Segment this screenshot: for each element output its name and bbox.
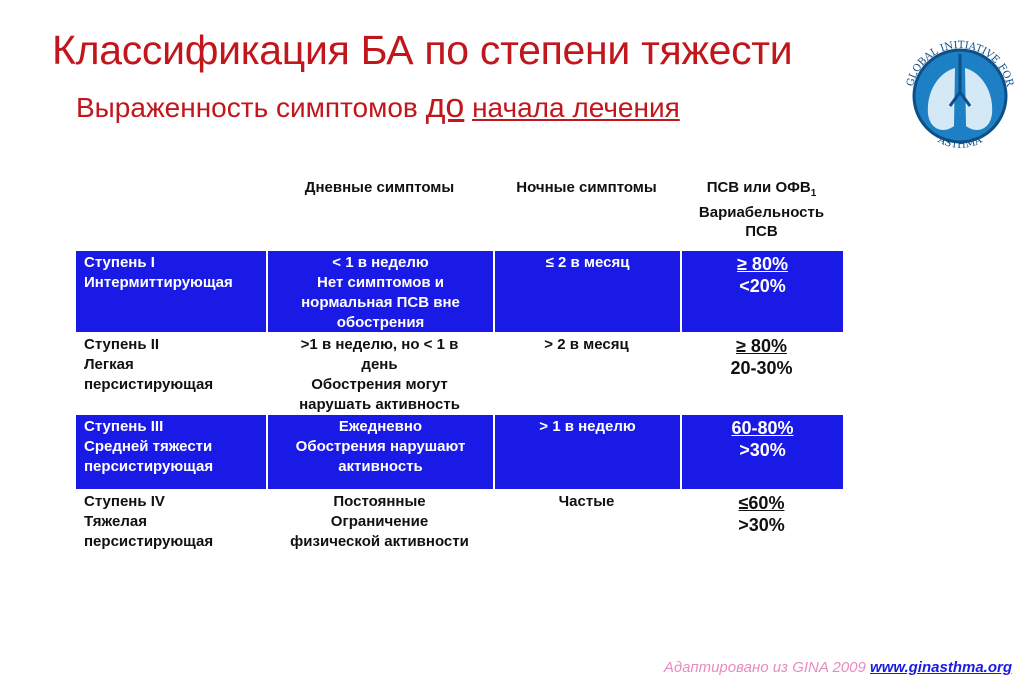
table-row [76,415,843,489]
stage-name: Ступень IV [84,493,165,510]
pef-value: ≥ 80% [737,254,788,274]
day-line: Обострения могут [311,376,448,393]
table-row [76,490,843,556]
day-line: >1 в неделю, но < 1 в [300,336,459,353]
day-line: нормальная ПСВ вне [301,294,460,311]
day-line: < 1 в неделю [332,254,429,271]
stage-type: персистирующая [84,533,214,550]
stage-cell [76,333,266,413]
page-title: Классификация БА по степени тяжести [52,27,793,73]
variability-value: 20-30% [730,358,793,378]
col-header-night: Ночные симптомы [516,179,657,196]
variability-value: >30% [739,440,786,460]
night-symptoms-cell [493,490,680,556]
day-line: активность [338,458,423,475]
day-line: Ограничение [330,513,429,530]
pef-header-line2: Вариабельность [698,204,825,221]
pef-cell [680,251,843,332]
stage-cell [76,251,266,332]
logo-text-top: GLOBAL INITIATIVE FOR [904,39,1015,88]
night-value: > 2 в месяц [544,336,629,353]
logo-text-bottom: ASTHMA [936,134,984,151]
day-line: Постоянные [333,493,426,510]
night-symptoms-cell [493,333,680,413]
day-line: обострения [336,314,425,331]
stage-name: Ступень I [84,254,155,271]
day-line: физической активности [290,533,469,550]
stage-type: Тяжелая [84,513,147,530]
night-value: > 1 в неделю [539,418,636,435]
pef-cell [680,490,843,556]
day-symptoms-cell [266,490,493,556]
pef-cell [680,333,843,413]
source-footer [664,659,1012,676]
page-subtitle [76,88,896,126]
variability-value: >30% [738,515,785,535]
stage-type: Интермиттирующая [84,274,233,291]
pef-header-line3: ПСВ [745,223,778,240]
night-value: Частые [558,493,615,510]
pef-cell [680,415,843,489]
stage-type: персистирующая [84,458,214,475]
day-line: Нет симптомов и [317,274,444,291]
source-link[interactable]: www.ginasthma.org [870,659,1012,676]
night-symptoms-cell [493,415,680,489]
night-value: ≤ 2 в месяц [545,254,630,271]
pef-value: 60-80% [731,418,794,438]
stage-type: персистирующая [84,376,214,393]
stage-name: Ступень II [84,336,160,353]
pef-header-sub: 1 [810,188,817,199]
stage-name: Ступень III [84,418,164,435]
stage-cell [76,415,266,489]
pef-header-line1: ПСВ или ОФВ [706,179,811,196]
source-text: Адаптировано из GINA 2009 [663,659,866,676]
col-header-pef [680,178,843,241]
table-row [76,251,843,332]
variability-value: <20% [739,276,786,296]
day-symptoms-cell [266,415,493,489]
day-symptoms-cell [266,251,493,332]
subtitle-part2: до [425,87,465,125]
day-symptoms-cell [266,333,493,413]
day-line: Обострения нарушают [295,438,466,455]
col-header-day: Дневные симптомы [304,179,455,196]
stage-type: Легкая [84,356,134,373]
stage-cell [76,490,266,556]
subtitle-part1: Выраженность симптомов [76,92,418,123]
day-line: Ежедневно [338,418,423,435]
stage-type: Средней тяжести [84,438,213,455]
subtitle-part3: начала лечения [472,92,680,123]
day-line: нарушать активность [299,396,460,413]
table-row [76,333,843,413]
pef-value: ≤60% [738,493,785,513]
gina-logo [898,30,1022,160]
pef-value: ≥ 80% [736,336,787,356]
night-symptoms-cell [493,251,680,332]
day-line: день [361,356,398,373]
